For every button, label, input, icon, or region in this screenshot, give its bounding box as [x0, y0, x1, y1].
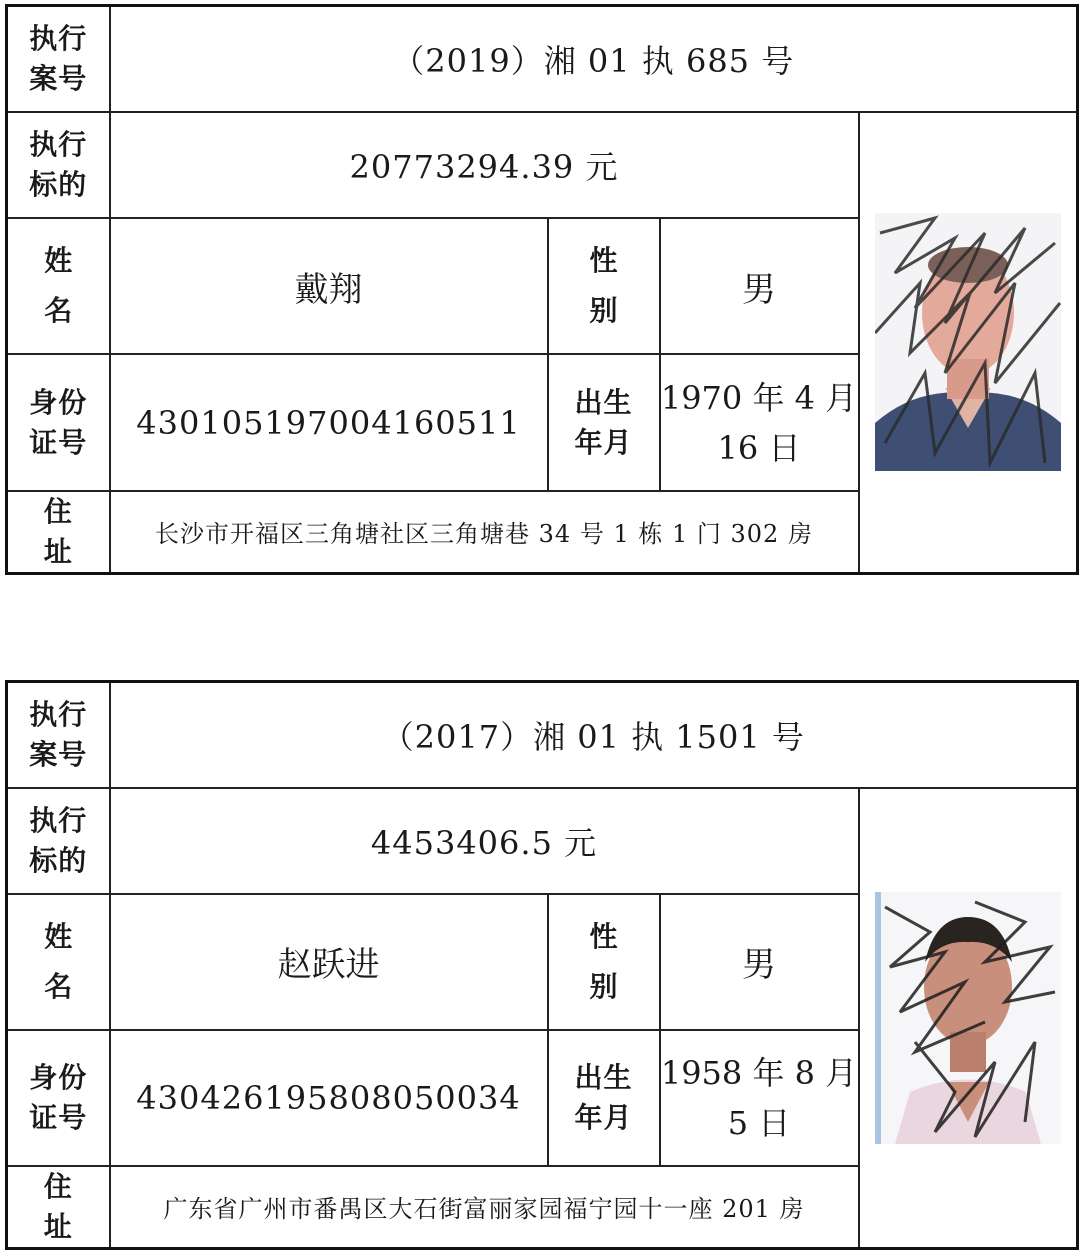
portrait-photo [875, 213, 1061, 471]
birth-value: 1958 年 8 月 5 日 [660, 1030, 859, 1166]
amount-label: 执行 标的 [7, 788, 110, 894]
record-table [5, 680, 1079, 1250]
amount-value: 4453406.5 元 [110, 788, 859, 894]
gender-label: 性 别 [548, 894, 660, 1030]
birth-label: 出生 年月 [548, 1030, 660, 1166]
amount-value: 20773294.39 元 [110, 112, 859, 218]
photo-cell [859, 788, 1078, 1249]
case-number-label: 执行 案号 [7, 682, 110, 788]
person-record-2 [5, 680, 1076, 1250]
name-value: 赵跃进 [110, 894, 548, 1030]
record-table [5, 4, 1079, 575]
address-label: 住 址 [7, 1166, 110, 1249]
gender-label: 性 别 [548, 218, 660, 354]
id-number-label: 身份 证号 [7, 1030, 110, 1166]
id-number-value: 430426195808050034 [110, 1030, 548, 1166]
gender-value: 男 [660, 218, 859, 354]
case-number-label: 执行 案号 [7, 6, 110, 112]
name-label: 姓 名 [7, 894, 110, 1030]
id-number-value: 430105197004160511 [110, 354, 548, 490]
photo-cell [859, 112, 1078, 574]
amount-label: 执行 标的 [7, 112, 110, 218]
case-number-value: （2017）湘 01 执 1501 号 [110, 682, 1078, 788]
gender-value: 男 [660, 894, 859, 1030]
birth-label: 出生 年月 [548, 354, 660, 490]
person-record-1 [5, 4, 1076, 575]
address-value: 广东省广州市番禺区大石街富丽家园福宁园十一座 201 房 [110, 1166, 859, 1249]
birth-value: 1970 年 4 月 16 日 [660, 354, 859, 490]
id-number-label: 身份 证号 [7, 354, 110, 490]
name-label: 姓 名 [7, 218, 110, 354]
address-value: 长沙市开福区三角塘社区三角塘巷 34 号 1 栋 1 门 302 房 [110, 491, 859, 574]
address-label: 住 址 [7, 491, 110, 574]
name-value: 戴翔 [110, 218, 548, 354]
case-number-value: （2019）湘 01 执 685 号 [110, 6, 1078, 112]
portrait-photo [875, 892, 1061, 1144]
